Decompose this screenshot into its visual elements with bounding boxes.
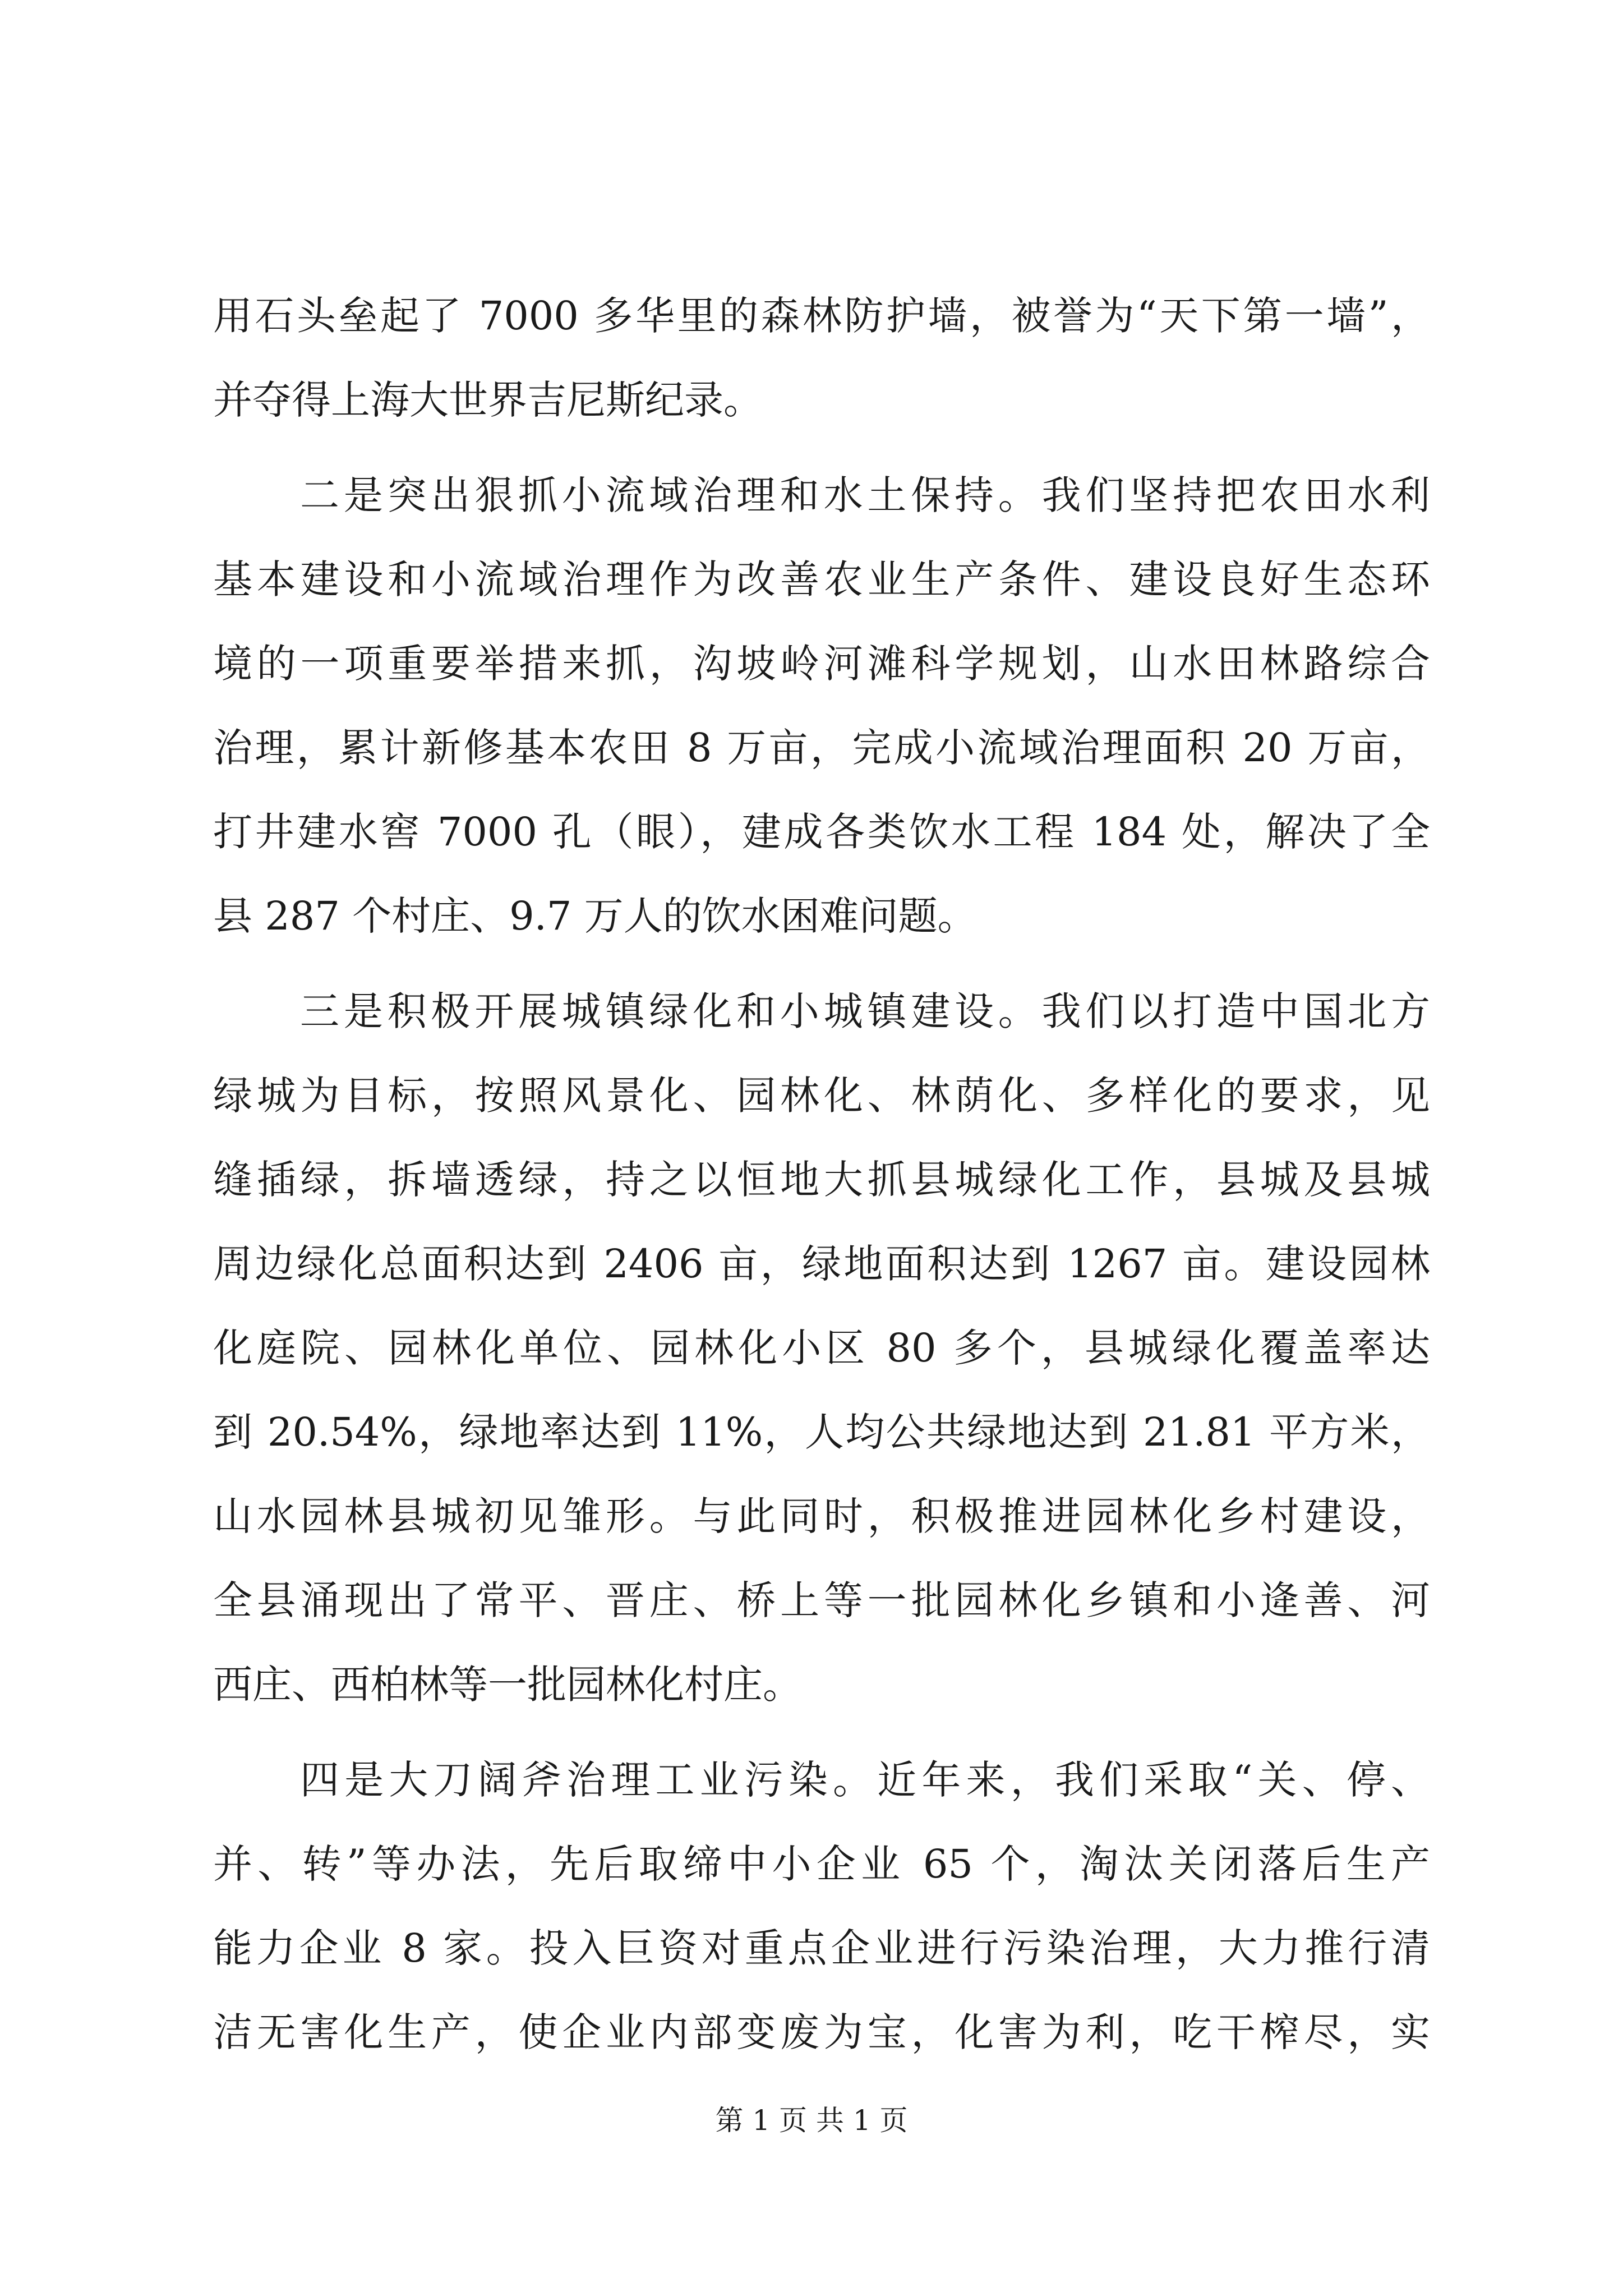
body-line: 到 20.54%，绿地率达到 11%，人均公共绿地达到 21.81 平方米， — [213, 1409, 1430, 1455]
body-line: 西庄、西柏林等一批园林化村庄。 — [213, 1662, 802, 1708]
page-footer: 第 1 页 共 1 页 — [715, 2104, 908, 2137]
body-line: 化庭院、园林化单位、园林化小区 80 多个，县城绿化覆盖率达 — [213, 1325, 1430, 1371]
paragraph-start-line: 二是突出狠抓小流域治理和水土保持。我们坚持把农田水利 — [300, 472, 1430, 518]
body-line: 打井建水窖 7000 孔（眼），建成各类饮水工程 184 处，解决了全 — [213, 809, 1430, 855]
body-line: 山水园林县城初见雏形。与此同时，积极推进园林化乡村建设， — [213, 1493, 1430, 1539]
paragraph-start-line: 四是大刀阔斧治理工业污染。近年来，我们采取“关、停、 — [300, 1757, 1430, 1803]
body-line: 用石头垒起了 7000 多华里的森林防护墙，被誉为“天下第一墙”， — [213, 293, 1430, 339]
body-line: 缝插绿，拆墙透绿，持之以恒地大抓县城绿化工作，县城及县城 — [213, 1157, 1430, 1203]
body-line: 并、转”等办法，先后取缔中小企业 65 个，淘汰关闭落后生产 — [213, 1841, 1430, 1887]
body-line: 绿城为目标，按照风景化、园林化、林荫化、多样化的要求，见 — [213, 1073, 1430, 1119]
body-line: 基本建设和小流域治理作为改善农业生产条件、建设良好生态环 — [213, 556, 1430, 602]
body-line: 能力企业 8 家。投入巨资对重点企业进行污染治理，大力推行清 — [213, 1925, 1430, 1971]
body-line: 县 287 个村庄、9.7 万人的饮水困难问题。 — [213, 893, 977, 939]
body-line: 治理，累计新修基本农田 8 万亩，完成小流域治理面积 20 万亩， — [213, 725, 1430, 771]
paragraph-start-line: 三是积极开展城镇绿化和小城镇建设。我们以打造中国北方 — [300, 988, 1430, 1034]
body-line: 周边绿化总面积达到 2406 亩，绿地面积达到 1267 亩。建设园林 — [213, 1241, 1430, 1287]
body-line: 全县涌现出了常平、晋庄、桥上等一批园林化乡镇和小逄善、河 — [213, 1577, 1430, 1623]
body-line: 并夺得上海大世界吉尼斯纪录。 — [213, 377, 763, 423]
body-line: 境的一项重要举措来抓，沟坡岭河滩科学规划，山水田林路综合 — [213, 641, 1430, 687]
body-line: 洁无害化生产，使企业内部变废为宝，化害为利，吃干榨尽，实 — [213, 2009, 1430, 2055]
